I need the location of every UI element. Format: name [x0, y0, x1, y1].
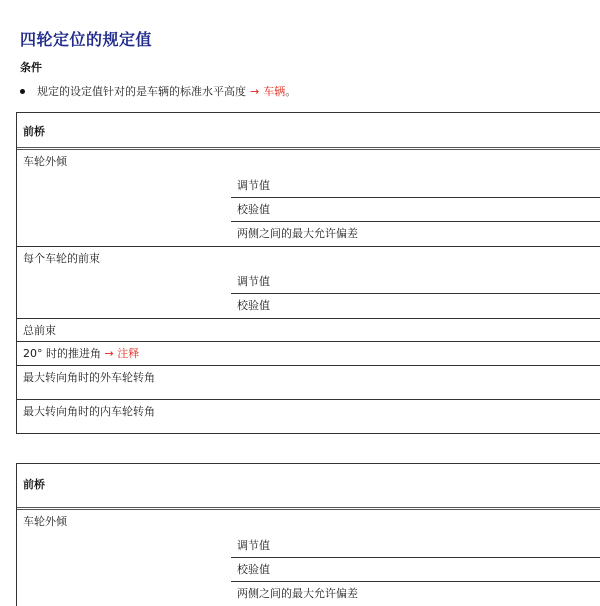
row-outer-wheel-angle: 最大转向角时的外车轮转角 — [17, 366, 600, 400]
condition-bullet — [20, 83, 296, 99]
row-camber-check: 校验值 — [231, 198, 600, 222]
arrow-icon[interactable]: → — [250, 84, 260, 98]
table-header-front-axle — [17, 113, 600, 150]
row-camber-check: 校验值 — [231, 558, 600, 582]
row-camber: 车轮外倾 — [23, 515, 67, 528]
row-camber-max-deviation: 两侧之间的最大允许偏差 — [237, 227, 358, 240]
row-camber-adjust: 调节值 — [231, 534, 600, 558]
vehicle-level-link[interactable]: 车辆 — [263, 85, 286, 98]
row-camber-adjust: 调节值 — [231, 174, 600, 198]
condition-heading: 条件 — [20, 61, 42, 74]
row-toe-per-wheel: 每个车轮的前束 — [17, 246, 600, 270]
row-toe-adjust: 调节值 — [231, 270, 600, 294]
condition-text: 规定的设定值针对的是车辆的标准水平高度 — [37, 85, 246, 98]
condition-text-end: 。 — [285, 85, 297, 98]
spec-table-1 — [16, 112, 600, 434]
row-total-toe: 总前束 — [17, 318, 600, 342]
row-camber-max-deviation: 两侧之间的最大允许偏差 — [237, 587, 358, 600]
note-link[interactable]: 注释 — [117, 347, 140, 360]
row-toe-check: 校验值 — [237, 299, 270, 312]
row-thrust-angle — [17, 342, 600, 366]
table-header-label: 前桥 — [23, 478, 45, 491]
thrust-angle-label: 20° 时的推进角 — [23, 347, 101, 360]
table-header-front-axle — [17, 464, 600, 510]
spec-table-2 — [16, 463, 600, 606]
row-inner-wheel-angle: 最大转向角时的内车轮转角 — [17, 400, 600, 434]
page-title: 四轮定位的规定值 — [20, 30, 153, 49]
table-header-label: 前桥 — [23, 125, 45, 138]
bullet-icon — [20, 89, 25, 94]
arrow-icon[interactable]: → — [104, 347, 114, 360]
row-camber: 车轮外倾 — [23, 155, 67, 168]
